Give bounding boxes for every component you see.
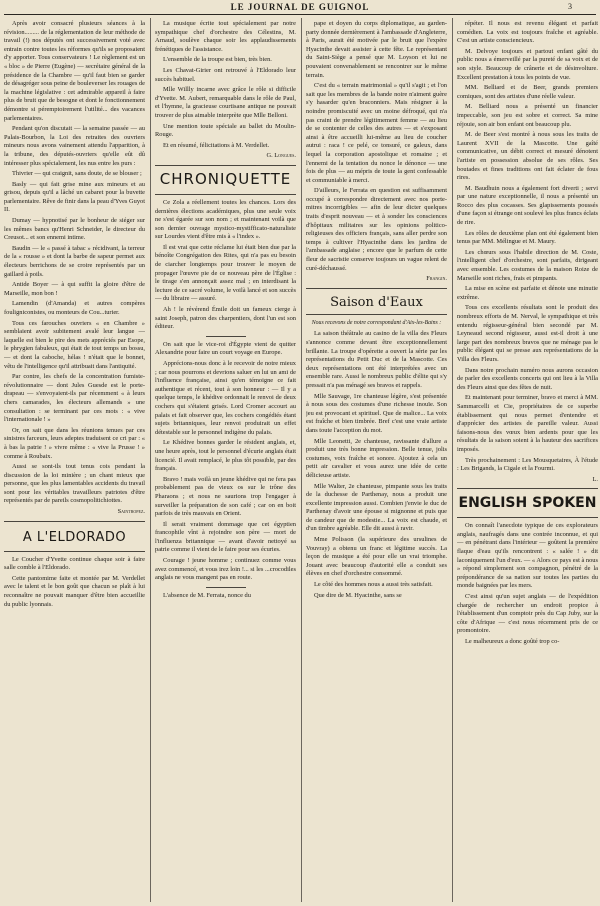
masthead: LE JOURNAL DE GUIGNOL xyxy=(230,2,370,12)
section-rule xyxy=(4,521,145,522)
column-3 xyxy=(306,20,447,900)
article-signature: Frangin. xyxy=(426,275,447,283)
paragraph: Les Chavat-Girier ont retrouvé à l'Eldorado leur succès habituel. xyxy=(155,66,296,83)
short-rule xyxy=(206,587,246,588)
paragraph: Mlle Leonetti, 2e chanteuse, ravissante d'allure a produit une très bonne impression. Belle tenue, jolis costumes, voix fraîche et sonore. Ajoutez à cela un petit air cavalier et vous aurez une idée de cette délicieuse artiste. xyxy=(306,437,447,479)
paragraph: Aussi se sont-ils tout tenus cois pendant la discussion de la loi minière ; un chant mieux que personne, que les plus lamentables accidents du travail sont pour les véritables travailleurs patriotes d'être représentés par de pareils cosmopolitichiottes. xyxy=(4,463,145,505)
paragraph: Mme Polisson (la supérieure des ursulines de Vouvray) a obtenu un franc et légitime succès. La leçon de musique a été pour elle un vrai triomphe. Jouant avec beaucoup d'autorité elle a conduit ses élèves en chef d'orchestre consommé. xyxy=(306,536,447,578)
paragraph: Il serait vraiment dommage que cet égyptien francophile vînt à rejoindre son père — mort de l'influenza britannique — avant d'avoir nettoyé sa patrie comme il vient de le faire pour ses écuries. xyxy=(155,520,296,554)
paragraph: Par contre, les chefs de la concentration fumiste-révolutionnaire — dont Jules Guesde est le porte-drapeau — s'envoyaient-ils par récemment « à leurs chers camarades, les électeurs allemands » une consultation : se terminant par ces mots : « vive l'internationale ! » xyxy=(4,373,145,424)
short-rule xyxy=(206,336,246,337)
paragraph: Les chœurs sous l'habile direction de M. Coste, l'intelligent chef d'orchestre, sont parfaits, dirigeant avec ensemble. Les costumes de la maison Roize de Marseille sont riches, frais et pimpants. xyxy=(457,248,598,282)
saison-heading: Saison d'Eaux xyxy=(330,294,423,310)
paragraph: Et maintenant pour terminer, bravo et merci à MM. Sammarcelli et Cie, propriétaires de ce superbe établissement qui nous permet d'entendre et d'apprécier des artistes de pareille valeur. Aussi faisons-nous des vœux bien ardents pour que les résultats de la saison soient à la hauteur des sacrifices imposés. xyxy=(457,394,598,453)
paragraph: Or, on sait que dans les réunions tenues par ces sinistres farceurs, leurs adeptes traduisent ce cri par : « à bas la patrie ! » vivre même : « vive la Prusse ! » comme à Roubaix. xyxy=(4,426,145,460)
paragraph: Baudin — le « passé à tabac » récidivant, la terreur de la « rousse » et dont la barbe de sapeur permet aux électeurs berrichons de se croire représentés par un gaillard à poils. xyxy=(4,244,145,278)
paragraph: pape et doyen du corps diplomatique, au garden-party donnée dernièrement à l'ambassade d'Angleterre, à Paris, aurait été motivée par le bruit que l'expère Hyacinthe devait assister à cette fête. Le représentant du Saint-Siège a pensé que M. Loyson et lui ne pouvaient convenablement se rencontrer sur le même terrain. xyxy=(306,20,447,79)
paragraph: répéter. Il nous est revenu élégant et parfait comédien. La voix est toujours fraîche et agréable. C'est un artiste consciencieux. xyxy=(457,20,598,45)
paragraph: Le côté des hommes nous a aussi très satisfait. xyxy=(314,581,433,589)
page-number: 3 xyxy=(568,2,572,11)
masthead-rule xyxy=(4,14,596,15)
paragraph: Dans notre prochain numéro nous aurons occasion de parler des excellents concerts qui ont lieu à la Villa des Fleurs ainsi que des fêtes de nuit. xyxy=(457,366,598,391)
section-rule xyxy=(4,551,145,552)
paragraph: La musique écrite tout spécialement par notre sympathique chef d'orchestre des Célestins, M. Arnaud, soulève chaque soir les applaudissements frénétiques de l'assistance. xyxy=(155,20,296,53)
paragraph: Le Coucher d'Yvette continue chaque soir à faire salle comble à l'Eldorado. xyxy=(4,555,145,572)
correspondent-note: Nous recevons de notre correspondant d'Aix-les-Bains : xyxy=(311,319,442,326)
paragraph: Mlle Walter, 2e chanteuse, pimpante sous les traits de la duchesse de Parthenay, nous a produit une excellente impression aussi. Combien j'envie le duc de Parthenay d'avoir une épouse si mignonne et puis que de candeur que de modestie... La voix est chaude, et d'un timbre agréable. Elle dit aussi à ravir. xyxy=(306,482,447,533)
paragraph: Pendant qu'on discutait — la semaine passée — au Palais-Bourbon, la Loi des retraites des ouvriers mineurs nous avons vainement attendu l'apparition, à la tribune, des députés-ouvriers qu'elle eût dû intéresser plus spécialement, les nus entre les purs : xyxy=(4,125,145,167)
paragraph: Que dire de M. Hyacinthe, sans se xyxy=(314,591,402,599)
paragraph: M. de Beer s'est montré à nous sous les traits de Laurent XVII de la Mascotte. Une gaîté communicative, un débit correct et mesuré dénotent l'artiste en possession absolue de ses rôles. Ses boutades et fines traditions ont fait éclater de fous rires. xyxy=(457,131,598,182)
paragraph: L'ensemble de la troupe est bien, très bien. xyxy=(163,56,272,64)
column-divider xyxy=(150,18,151,902)
article-signature: Saintropez. xyxy=(117,508,145,516)
paragraph: Le malheureux a donc goûté trop co- xyxy=(465,638,560,645)
paragraph: Après avoir consacré plusieurs séances à la révision......... de la réglementation de leur méthode de travail (!) nos députés ont successivement voté avec entrain contre toutes les réformes qu'ils se proposaient d'y apporter. Tous conservateurs ! Le règlement est un « bloc » de Pierre (Eugène) — secrétaire général de la présidence de la Chambre — qu'il faut bien se garder de désagréger sous peine de bouleverser les rouages de la machine législative : cet admirable appareil à faire plus de bruit que de besogne et dont le fonctionnement démontre si péremptoirement l'utilité... des vacances parlementaires. xyxy=(4,20,145,122)
paragraph: Une mention toute spéciale au ballet du Moulin-Rouge. xyxy=(155,122,296,139)
paragraph: La saison théâtrale au casino de la villa des Fleurs s'annonce comme devant être exceptionnellement brillante. La troupe d'opérette a ouvert la série par les représentations du Petit Duc et de la Mascotte. Ces deux représentations ont été interprétées avec un ensemble rare. Aussi le nombreux public d'élite qui s'y pressait n'a pas ménagé ses bravos et rappels. xyxy=(306,330,447,389)
paragraph: La mise en scène est parfaite et dénote une minutie extrême. xyxy=(457,285,598,301)
column-divider xyxy=(452,18,453,902)
article-signature: G. Longues. xyxy=(266,152,296,160)
chroniquette-heading: CHRONIQUETTE xyxy=(159,169,292,188)
paragraph: Les rôles de deuxième plan ont été également bien tenus par MM. Mélingue et M. Maury. xyxy=(457,229,598,246)
paragraph: Et en résumé, félicitations à M. Verdellet. xyxy=(163,141,270,149)
paragraph: Apprécions-nous donc à le recevoir de notre mieux ; car nous pourrons et devrions saluer en lui un ami de l'influence française, ainsi qu'en témoigne ce fait authentique et récent, tout à son honneur : — Il y a quelque temps, le khédive ordonnait le renvoi de deux cochers qui s'étaient grisés. Lord Cromer accourt au palais et fait observer que, les cochers congédiés étant sujets britanniques, leur renvoi produirait un effet détestable sur le personnel indigène du palais. xyxy=(155,360,296,436)
paragraph: Mlle Sauvage, 1re chanteuse légère, s'est présentée à nous sous des costumes d'une richesse inouïe. Son jeu est provocant et spirituel. Que de malice... La voix est fraîche et bien timbrée. Bref c'est une vraie artiste dans toute l'acception du mot. xyxy=(306,392,447,434)
paragraph: Il est vrai que cette réclame lui était bien due par la bénoîte Congrégation des Rites, qui n'a pas eu besoin de ciarcher longtemps pour trouver le moyen de propager l'œuvre pie de ce nouveau père de l'Église : le tirage s'en annonçait assez mal ; en interdisant la lecture de ce sacré volume, le voilà lancé et son succès — du libraire — assuré. xyxy=(155,243,296,303)
paragraph: Courage ! jeune homme ; continuez comme vous avez commencé, et vous irez loin !... si les ...crocodiles anglais ne vous mangent pas en route. xyxy=(155,557,296,582)
column-divider xyxy=(301,18,302,902)
paragraph: M. Belliard nous a présenté un financier impeccable, son jeu est sobre et correct. Sa mine réjouie, son air bon enfant ont beaucoup plu. xyxy=(457,103,598,128)
paragraph: On connaît l'anecdote typique de ces explorateurs anglais, naufragés dans une contrée inconnue, et qui — en pénétrant dans l'intérieur — goûtent la première flaque d'eau qu'ils rencontrent : « salée ! » dit laconiquement l'un d'eux. — « Alors ce pays est à nous » répond simplement son compagnon, pénétré de la prépondérance de sa nation sur toutes les parties du monde baignées par les mers. xyxy=(457,522,598,590)
section-rule xyxy=(457,488,598,489)
eldorado-heading: A L'ELDORADO xyxy=(22,529,127,545)
paragraph: MM. Belliard et de Beer, grands premiers comiques, sont des artistes d'une réelle valeur. xyxy=(457,84,598,100)
paragraph: On sait que le vice-roi d'Égypte vient de quitter Alexandrie pour faire un court voyage en Europe. xyxy=(155,340,296,357)
paragraph: Tous ces excellents résultats sont le produit des nombreux efforts de M. Nerval, le sympathique et très entendu régisseur-général bien secondé par M. Leyneaud second régisseur, aussi est-il droit à une large part des nombreux bravos que ne ménage pas le public élégant qui se presse aux représentations de la Villa des Fleurs. xyxy=(457,304,598,363)
column-4 xyxy=(457,20,598,900)
column-1 xyxy=(4,20,145,900)
paragraph: L'absence de M. Ferrata, nonce du xyxy=(163,591,251,599)
paragraph: Antide Boyer — à qui suffit la gloire d'être de Marseille, mon bon ! xyxy=(4,281,145,297)
section-rule xyxy=(155,194,296,195)
paragraph: Mlle Willly incarne avec grâce le rôle si difficile d'Yvette. M. Aubert, remarquable dans le rôle de Paul, et l'hymne, la gracieuse courtisane antique ne pouvait trouver de plus aimable interprète que Mlle Belloni. xyxy=(155,86,296,119)
paragraph: Dumay — hypnotisé par le bonheur de siéger sur les mêmes bancs qu'Henri Schneider, le directeur du Creusot... et son ennemi intime. xyxy=(4,217,145,242)
paragraph: Cette pantomime faite et montée par M. Verdellet avec le talent et le bon goût que chacun se plaît à lui reconnaître ne pouvait manquer d'être bien accueillie du public lyonnais. xyxy=(4,574,145,608)
paragraph: M. Baudhuin nous a également fort diverti ; servi par une nature exceptionnelle, il nous a présenté un Rocco des plus cocasses. Ses glapissements poussés d'une façon si étrange ont soulevé les plus francs éclats de rire. xyxy=(457,184,598,227)
section-rule xyxy=(306,288,447,289)
article-signature: L. xyxy=(592,475,598,483)
paragraph: Tous ces farouches ouvriers « en Chambre » semblaient avoir subitement avalé leur langue — laquelle est bien le pire des mets appréciés par Esope, le phrygien fabuleux, qui était de tout temps un bossu, — et dont la caboche, hélas ! n'était que le bonnet, vêtu de l'intelligence qu'il attribuait dans l'antiquité. xyxy=(4,319,145,370)
section-rule xyxy=(306,314,447,315)
paragraph: M. Delvoye toujours et partout enfant gâté du public nous a émerveillé par la pureté de sa voix et de son style. Beaucoup de crânerie et de désinvolture. Excellent prestation à tous les points de vue. xyxy=(457,47,598,81)
political-article xyxy=(4,20,145,517)
paragraph: Le Khédive bonnes garder le résident anglais, et, une heure après, tout le personnel d'écurie anglais était licencié. Il avait remplacé, le plus tôt possible, par des français. xyxy=(155,439,296,473)
section-rule xyxy=(457,517,598,518)
section-rule xyxy=(155,165,296,166)
paragraph: C'est du « terrain matrimonial » qu'il s'agit ; et l'on sait que les membres de la bande noire n'aiment guère s'y hasarder qu'en braconniers. Mais résigner à la noindre promiscuité avec un moine défroqué, qui n'a pas craint de prendre légitimement femme — au lieu de se contenter de celles des autres — et s'exposant ainsi à être accueilli lui-même au lieu de coucher autrui : raca ! ce pelé, ce tonsuré, ce galeux, dans lequel la corporation apostolique et romaine ; et l'ennemi de la tentation du nonce le dénonce — une fois de plus — au mépris de toute la gent confessable et communiable à merci. xyxy=(306,82,447,184)
paragraph: Thivrier — qui craignit, sans doute, de se blouser ; xyxy=(12,170,142,178)
paragraph: C'est ainsi qu'un sujet anglais — de l'expédition chargée de rechercher un endroit propice à l'établissement d'un comptoir près du Cap Juby, sur la côte d'Afrique — c'est nous récemment pris de ce promontoire. xyxy=(457,593,598,635)
english-spoken-heading: ENGLISH SPOKEN xyxy=(458,495,597,512)
paragraph: Bravo ! mais voilà un jeune khédive qui ne fera pas probablement pas de vieux os sur le trône des Pharaons ; et nous ne saurions trop l'engager à surveiller la préparation de son café ; car on en boit parfois de très mauvais en Orient. xyxy=(155,475,296,518)
paragraph: Ah ! le révérend Émile doit un fameux cierge à saint Joseph, patron des charpentiers, dont l'un est son éditeur. xyxy=(155,306,296,331)
paragraph: Très prochainement : Les Mousquetaires, À l'étude : Les Brigands, la Cigale et la Fourmi. xyxy=(457,456,598,473)
paragraph: Lamendin (d'Amanda) et autres compères fouligniconistes, ou monteurs de Cou...turier. xyxy=(4,300,145,316)
paragraph: D'ailleurs, le Ferrata en question est suffisamment occupé à correspondre directement avec nos porte-mitres incorrigibles — afin de leur dicter quelques traits d'esprit nouveau — et à sonder les consciences d'hôpitaux militaires sur les opinions politico-religieuses des officiers français, sans aller perdre son temps à cultiver l'Hyacinthe dans les jardins de l'ambassade anglaise ; encore que le parfum de cette fleur de sacristie conserve toujours un vague relent de curé-déchaussé. xyxy=(306,187,447,272)
paragraph: Basly — qui fait grise mine aux mineurs et au grisou, depuis qu'il a lâché un cabaret pour la buvette parlementaire. Rêve de finir dans la peau d'Yves Guyot II. xyxy=(4,180,145,214)
paragraph: Ce Zola a réellement toutes les chances. Lors des dernières élections académiques, plus une seule voix ne s'est égarée sur son nom ; et maintenant voilà que son dernier ouvrage mystico-mystifficato-naturaliste sur Lourdes vient d'être mis à « l'index ». xyxy=(155,198,296,241)
column-2 xyxy=(155,20,296,900)
